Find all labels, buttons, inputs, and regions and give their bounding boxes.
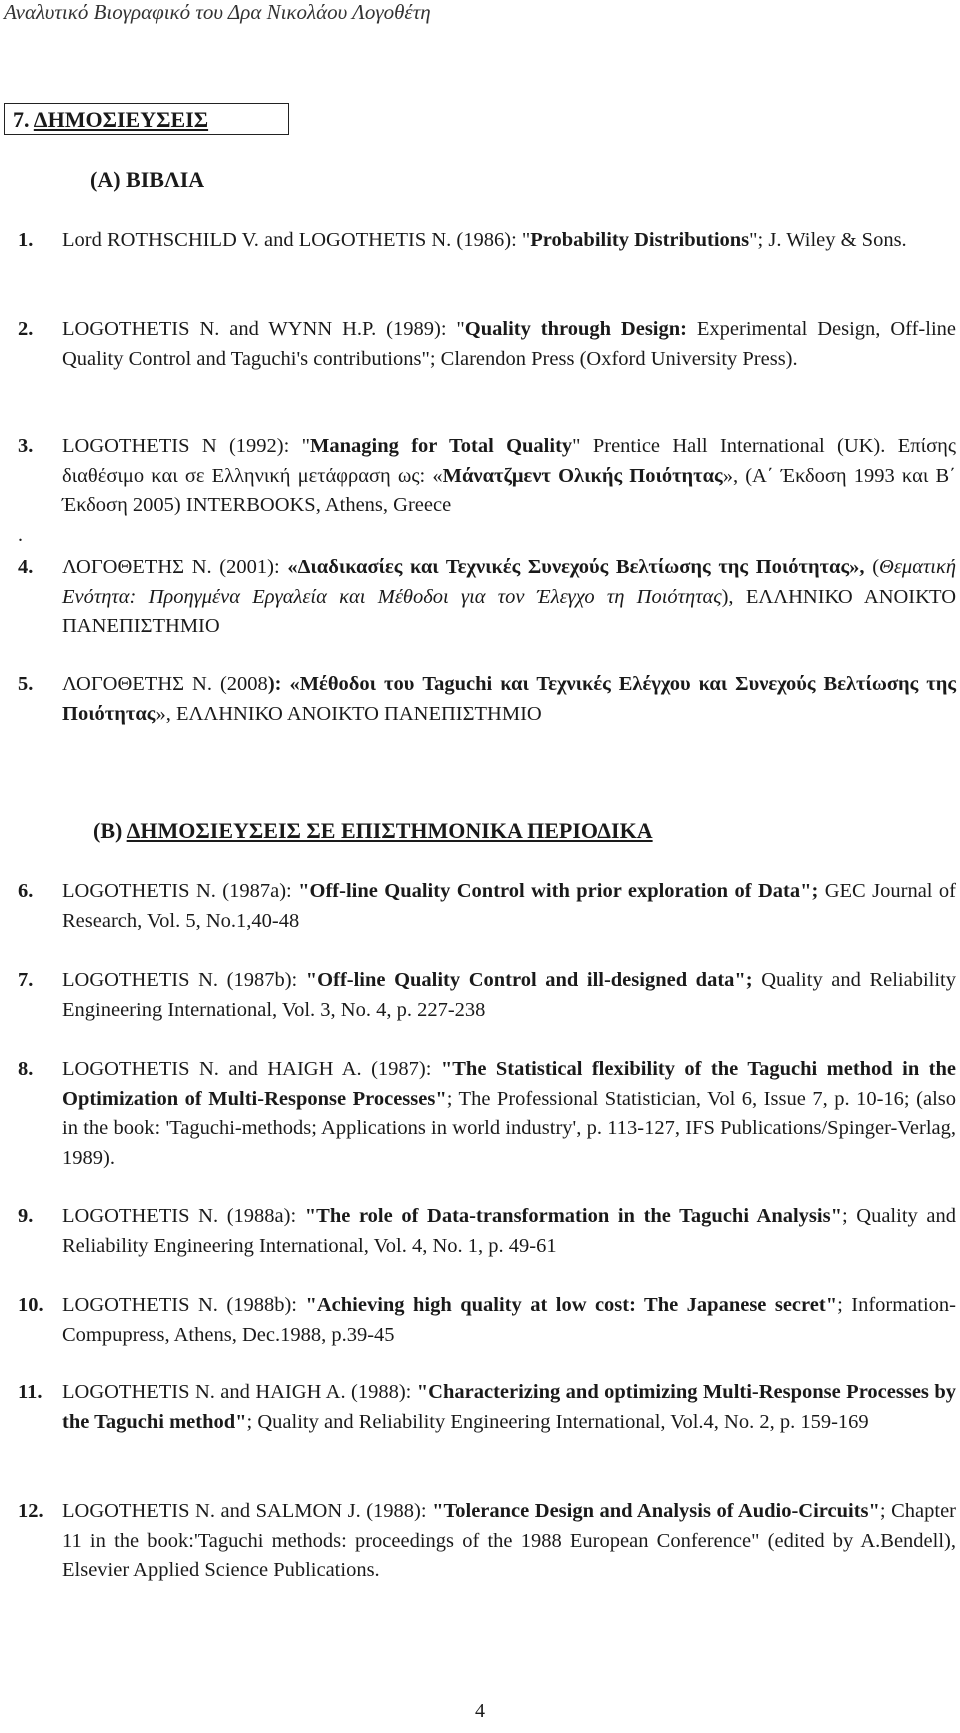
publication-entry: 3. LOGOTHETIS N (1992): "Managing for Total Quality" Prentice Hall International (UK). Επίσης διαθέσιμο και σε Ελληνική μετάφραση ως: «Μάνατζμεντ Ολικής Ποιότητας», (Α΄ Έκδοση 1993 και Β΄ Έκδοση 2005) INTERBOOKS, Athens, Greece — [18, 432, 956, 521]
page-number: 4 — [475, 1700, 485, 1722]
entry-number: 9. — [18, 1205, 34, 1227]
section-title: ΔΗΜΟΣΙΕΥΣΕΙΣ — [33, 107, 209, 132]
publication-entry: 5. ΛΟΓΟΘΕΤΗΣ Ν. (2008): «Μέθοδοι του Taguchi και Τεχνικές Ελέγχου και Συνεχούς Βελτίωσης της Ποιότητας», ΕΛΛΗΝΙΚΟ ΑΝΟΙΚΤΟ ΠΑΝΕΠΙΣΤΗΜΙΟ — [18, 670, 956, 729]
running-header: Αναλυτικό Βιογραφικό του Δρα Νικολάου Λογοθέτη — [4, 0, 431, 24]
publication-entry: 10. LOGOTHETIS N. (1988b): "Achieving high quality at low cost: The Japanese secret"; Information-Compupress, Athens, Dec.1988, p.39-45 — [18, 1291, 956, 1350]
entry-number: 2. — [18, 318, 34, 340]
section-number: 7. — [13, 107, 34, 132]
publication-entry: 9. LOGOTHETIS N. (1988a): "The role of Data-transformation in the Taguchi Analysis"; Quality and Reliability Engineering International, Vol. 4, No. 1, p. 49-61 — [18, 1202, 956, 1261]
publication-entry: 12. LOGOTHETIS N. and SALMON J. (1988): "Tolerance Design and Analysis of Audio-Circuits"; Chapter 11 in the book:'Taguchi methods: proceedings of the 1988 European Conference" (edited by A.Bendell), Elsevier Applied Science Publications. — [18, 1497, 956, 1586]
stray-dot: . — [18, 524, 23, 546]
publication-entry: 8. LOGOTHETIS N. and HAIGH A. (1987): "The Statistical flexibility of the Taguchi method in the Optimization of Multi-Response Processes"; The Professional Statistician, Vol 6, Issue 7, p. 10-16; (also in the book: 'Taguchi-methods; Applications in world industry', p. 113-127, IFS Publications/Spinger-Verlag, 1989). — [18, 1055, 956, 1173]
publication-entry: 7. LOGOTHETIS N. (1987b): "Off-line Quality Control and ill-designed data"; Quality and Reliability Engineering International, Vol. 3, No. 4, p. 227-238 — [18, 966, 956, 1025]
entry-number: 7. — [18, 969, 34, 991]
publication-entry: 1. Lord ROTHSCHILD V. and LOGOTHETIS N. (1986): "Probability Distributions"; J. Wiley & Sons. — [18, 226, 956, 256]
entry-number: 6. — [18, 880, 34, 902]
section-heading — [4, 103, 289, 135]
entry-number: 1. — [18, 229, 34, 251]
entry-number: 8. — [18, 1058, 34, 1080]
publication-entry: 11. LOGOTHETIS N. and HAIGH A. (1988): "Characterizing and optimizing Multi-Response Processes by the Taguchi method"; Quality and Reliability Engineering International, Vol.4, No. 2, p. 159-169 — [18, 1378, 956, 1437]
publication-entry: 4. ΛΟΓΟΘΕΤΗΣ Ν. (2001): «Διαδικασίες και Τεχνικές Συνεχούς Βελτίωσης της Ποιότητας», (Θεματική Ενότητα: Προηγμένα Εργαλεία και Μέθοδοι για τον Έλεγχο τη Ποιότητας), ΕΛΛΗΝΙΚΟ ΑΝΟΙΚΤΟ ΠΑΝΕΠΙΣΤΗΜΙΟ — [18, 553, 956, 642]
entry-number: 11. — [18, 1381, 43, 1403]
entry-number: 10. — [18, 1294, 44, 1316]
entry-number: 12. — [18, 1500, 44, 1522]
publication-entry: 6. LOGOTHETIS N. (1987a): "Off-line Quality Control with prior exploration of Data"; GEC Journal of Research, Vol. 5, No.1,40-48 — [18, 877, 956, 936]
journals-heading: (Β) ΔΗΜΟΣΙΕΥΣΕΙΣ ΣΕ ΕΠΙΣΤΗΜΟΝΙΚΑ ΠΕΡΙΟΔΙΚΑ — [93, 818, 653, 843]
entry-number: 3. — [18, 435, 34, 457]
entry-number: 5. — [18, 673, 34, 695]
publication-entry: 2. LOGOTHETIS N. and WYNN H.P. (1989): "Quality through Design: Experimental Design, Off-line Quality Control and Taguchi's contributions"; Clarendon Press (Oxford University Press). — [18, 315, 956, 374]
books-heading: (Α) ΒΙΒΛΙΑ — [90, 167, 205, 192]
entry-number: 4. — [18, 556, 34, 578]
